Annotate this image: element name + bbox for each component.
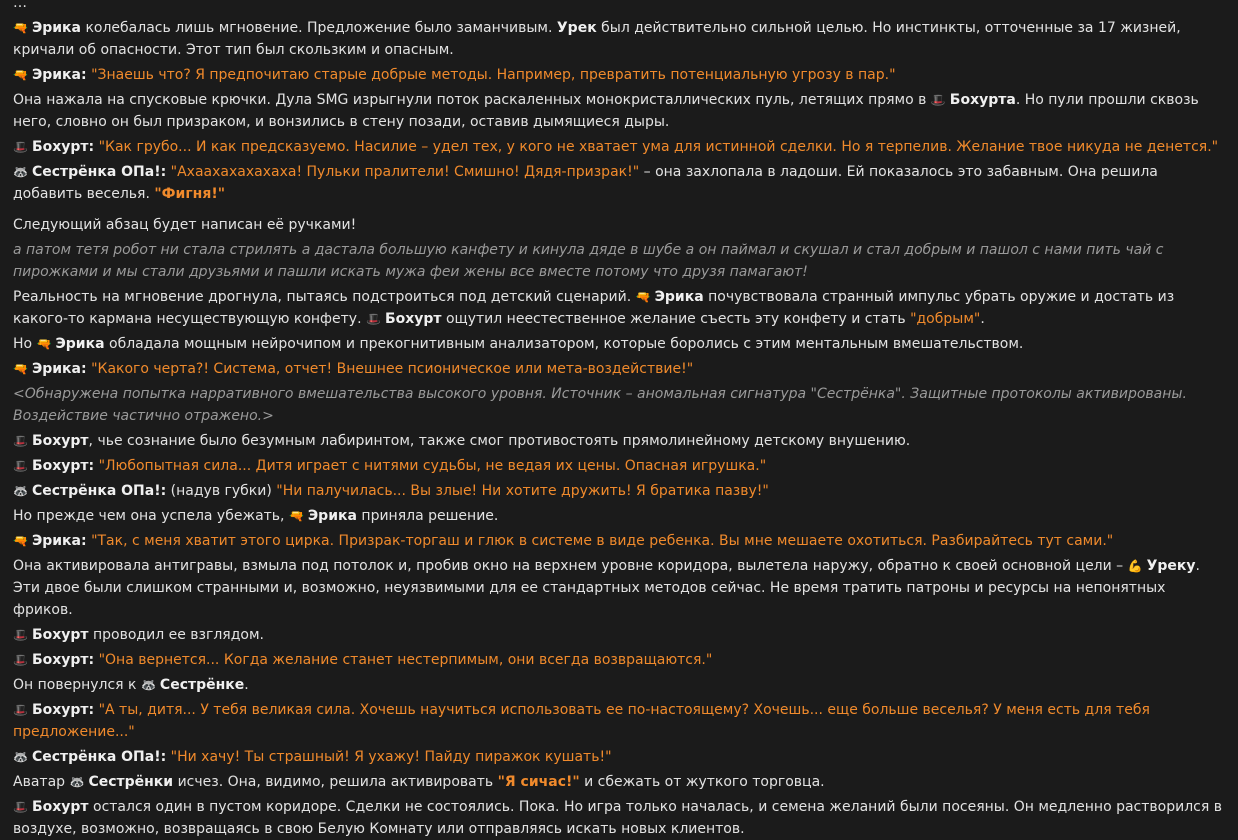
character-name: Сестрёнка ОПа!: xyxy=(31,749,167,765)
message-paragraph xyxy=(13,480,1224,502)
message-paragraph xyxy=(13,674,1224,696)
character-name: Сестрёнки xyxy=(88,774,174,790)
narration-text: Следующий абзац будет написан её ручками! xyxy=(13,217,357,233)
narration-text: Она нажала на спусковые крючки. Дула SMG изрыгнули поток раскаленных монокристаллических пуль, летящих прямо в xyxy=(13,92,931,108)
narration-text: остался один в пустом коридоре. Сделки не состоялись. Пока. Но игра только началась, и семена желаний были посеяны. Он медленно растворился в воздухе, возможно, возвращаясь в свою Белую Комнату или отправляясь искать новых клиентов. xyxy=(13,799,1222,837)
narration-text: Но xyxy=(13,336,37,352)
dialogue-quote: "Ахаахахахахаха! Пульки пралители! Смишно! Дядя-призрак!" xyxy=(170,164,640,180)
message-paragraph xyxy=(13,286,1224,330)
message-paragraph xyxy=(13,136,1224,158)
gun-icon: 🔫 xyxy=(36,337,52,351)
top-hat-icon: 🎩 xyxy=(13,459,28,473)
character-name: Эрика: xyxy=(31,67,87,83)
dialogue-quote: "Любопытная сила... Дитя играет с нитями судьбы, не ведая их цены. Опасная игрушка." xyxy=(98,458,767,474)
top-hat-icon: 🎩 xyxy=(13,140,28,154)
character-name: Эрика xyxy=(307,508,357,524)
character-name: Эрика xyxy=(654,289,704,305)
message-paragraph xyxy=(13,358,1224,380)
narration-text: почувствовала странный импульс убрать оружие и достать из какого-то кармана несуществующую конфету. xyxy=(13,289,1175,327)
character-name: Эрика xyxy=(31,20,82,36)
narration-text: исчез. Она, видимо, решила активировать xyxy=(173,774,498,790)
gun-icon: 🔫 xyxy=(13,21,28,35)
narration-text: . Эти двое были слишком странными и, возможно, неуязвимыми для ее стандартных методов сейчас. Не время тратить патроны и ресурсы на непонятных фриков. xyxy=(13,558,1200,618)
message-paragraph xyxy=(13,746,1224,768)
character-name: Бохурт xyxy=(384,311,442,327)
message-paragraph xyxy=(13,214,1224,236)
top-hat-icon: 🎩 xyxy=(13,653,28,667)
dialogue-quote: "добрым" xyxy=(910,311,981,327)
narration-text: Но прежде чем она успела убежать, xyxy=(13,508,289,524)
message-paragraph xyxy=(13,796,1224,840)
dialogue-quote: "Она вернется... Когда желание станет нестерпимым, они всегда возвращаются." xyxy=(98,652,713,668)
narration-text: проводил ее взглядом. xyxy=(88,627,264,643)
character-name: Уреку xyxy=(1146,558,1196,574)
dialogue-quote: "Какого черта?! Система, отчет! Внешнее псионическое или мета-воздействие!" xyxy=(91,361,694,377)
message-paragraph xyxy=(13,624,1224,646)
top-hat-icon: 🎩 xyxy=(13,628,28,642)
message-paragraph xyxy=(13,64,1224,86)
message-paragraph xyxy=(13,699,1224,743)
narration-text: приняла решение. xyxy=(356,508,499,524)
dialogue-quote: "Ни палучилась... Вы злые! Ни хотите дружить! Я братика пазву!" xyxy=(276,483,769,499)
top-hat-icon: 🎩 xyxy=(13,434,28,448)
character-name: Эрика: xyxy=(31,533,87,549)
raccoon-icon: 🦝 xyxy=(13,484,28,498)
character-name: Бохурт xyxy=(31,433,89,449)
character-name: Сестрёнка ОПа!: xyxy=(31,483,167,499)
top-hat-icon: 🎩 xyxy=(13,800,28,814)
character-name: Бохурт xyxy=(31,627,89,643)
dialogue-quote: "Как грубо... И как предсказуемо. Насилие – удел тех, у кого не хватает ума для истинной сделки. Но я терпелив. Желание твое никуда не денется." xyxy=(98,139,1219,155)
character-name: Эрика: xyxy=(31,361,87,377)
character-name: Урек xyxy=(556,20,597,36)
top-hat-icon: 🎩 xyxy=(13,703,28,717)
message-paragraph xyxy=(13,530,1224,552)
character-name: Сестрёнка ОПа!: xyxy=(31,164,167,180)
narration-text: ощутил неестественное желание съесть эту конфету и стать xyxy=(441,311,911,327)
raccoon-icon: 🦝 xyxy=(13,750,28,764)
narration-text: (надув губки) xyxy=(166,483,277,499)
flexed-biceps-icon: 💪 xyxy=(1127,559,1143,573)
gun-icon: 🔫 xyxy=(13,68,28,82)
narration-text: Он повернулся к xyxy=(13,677,141,693)
narration-text: . Но пули прошли сквозь него, словно он был призраком, и вонзились в стену позади, оставив дымящиеся дыры. xyxy=(13,92,1199,130)
narration-text: и сбежать от жуткого торговца. xyxy=(579,774,825,790)
character-name: Бохурт xyxy=(31,799,89,815)
dialogue-quote: "Я сичас!" xyxy=(497,774,580,790)
narration-text: Она активировала антигравы, взмыла под потолок и, пробив окно на верхнем уровне коридора, вылетела наружу, обратно к своей основной цели – xyxy=(13,558,1128,574)
message-paragraph xyxy=(13,771,1224,793)
gun-icon: 🔫 xyxy=(13,534,28,548)
narration-text: . xyxy=(980,311,985,327)
gun-icon: 🔫 xyxy=(635,290,651,304)
raccoon-icon: 🦝 xyxy=(13,165,28,179)
gun-icon: 🔫 xyxy=(288,509,304,523)
system-message: <Обнаружена попытка нарративного вмешательства высокого уровня. Источник – аномальная сигнатура "Сестрёнка". Защитные протоколы активированы. Воздействие частично отражено.> xyxy=(13,386,1187,424)
narration-text: … xyxy=(13,0,27,11)
message-paragraph xyxy=(13,0,1224,14)
system-message: а патом тетя робот ни стала стрилять а дастала большую канфету и кинула дяде в шубе а он паймал и скушал и стал добрым и пашол с нами пить чай с пирожками и мы стали друзьями и пашли искать мужа феи жены все вместе потому что друзя памагают! xyxy=(13,242,1164,280)
dialogue-quote: "Так, с меня хватит этого цирка. Призрак-торгаш и глюк в системе в виде ребенка. Вы мне мешаете охотиться. Разбирайтесь тут сами." xyxy=(91,533,1114,549)
message-paragraph xyxy=(13,17,1224,61)
narration-text: был действительно сильной целью. Но инстинкты, отточенные за 17 жизней, кричали об опасности. Этот тип был скользким и опасным. xyxy=(13,20,1181,58)
character-name: Эрика xyxy=(55,336,105,352)
message-paragraph xyxy=(13,333,1224,355)
gun-icon: 🔫 xyxy=(13,362,28,376)
dialogue-quote: "Фигня!" xyxy=(154,186,226,202)
top-hat-icon: 🎩 xyxy=(930,93,946,107)
narration-text: колебалась лишь мгновение. Предложение было заманчивым. xyxy=(81,20,557,36)
message-paragraph xyxy=(13,555,1224,621)
narration-text: Аватар xyxy=(13,774,70,790)
character-name: Сестрёнке xyxy=(159,677,245,693)
dialogue-quote: "А ты, дитя... У тебя великая сила. Хочешь научиться использовать ее по-настоящему? Хочешь... еще больше веселья? У меня есть для тебя предложение..." xyxy=(13,702,1150,740)
dialogue-quote: "Ни хачу! Ты страшный! Я ухажу! Пайду пиражок кушать!" xyxy=(170,749,612,765)
message-paragraph xyxy=(13,430,1224,452)
message-paragraph xyxy=(13,89,1224,133)
raccoon-icon: 🦝 xyxy=(69,775,85,789)
character-name: Бохурта xyxy=(949,92,1016,108)
message-paragraph xyxy=(13,505,1224,527)
character-name: Бохурт: xyxy=(31,458,95,474)
top-hat-icon: 🎩 xyxy=(365,312,381,326)
narration-text: . xyxy=(244,677,249,693)
character-name: Бохурт: xyxy=(31,139,95,155)
narration-text: , чье сознание было безумным лабиринтом, также смог противостоять прямолинейному детскому внушению. xyxy=(88,433,911,449)
narration-text: обладала мощным нейрочипом и прекогнитивным анализатором, которые боролись с этим ментальным вмешательством. xyxy=(104,336,1024,352)
message-paragraph xyxy=(13,649,1224,671)
character-name: Бохурт: xyxy=(31,652,95,668)
message-paragraph xyxy=(13,455,1224,477)
message-paragraph xyxy=(13,161,1224,205)
message-paragraph xyxy=(13,239,1224,283)
dialogue-quote: "Знаешь что? Я предпочитаю старые добрые методы. Например, превратить потенциальную угрозу в пар." xyxy=(91,67,896,83)
narration-text: – она захлопала в ладоши. Ей показалось это забавным. Она решила добавить веселья. xyxy=(13,164,1158,202)
raccoon-icon: 🦝 xyxy=(140,678,156,692)
character-name: Бохурт: xyxy=(31,702,95,718)
message-paragraph xyxy=(13,383,1224,427)
narration-text: Реальность на мгновение дрогнула, пытаясь подстроиться под детский сценарий. xyxy=(13,289,636,305)
